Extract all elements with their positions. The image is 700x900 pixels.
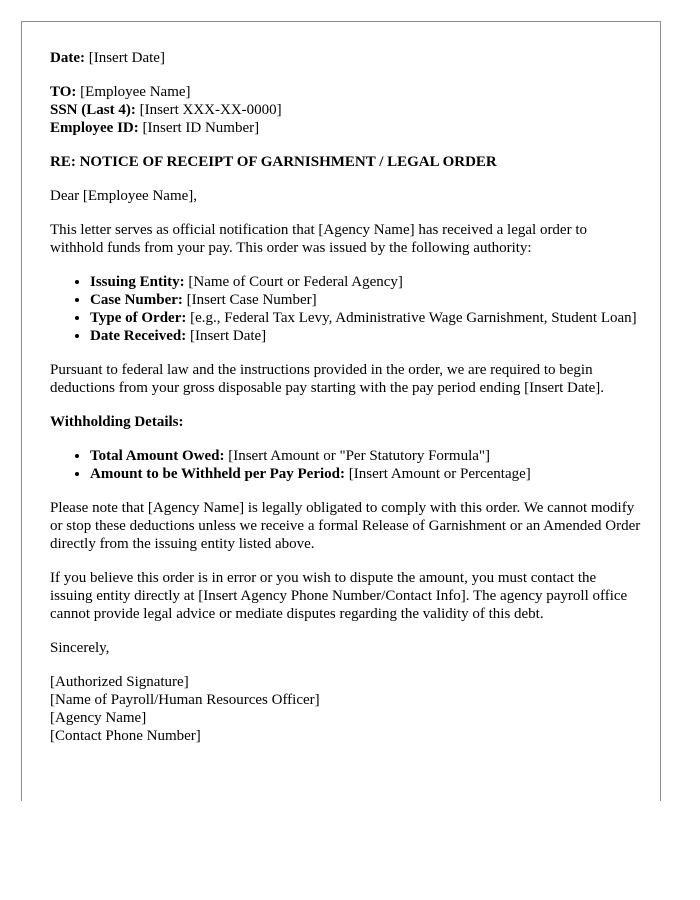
date-line <box>50 49 642 67</box>
withholding-list <box>50 447 642 483</box>
signature-line: [Authorized Signature] <box>50 674 189 690</box>
withholding-heading: Withholding Details: <box>50 414 184 430</box>
order-details-list <box>50 273 642 345</box>
subject-line: RE: NOTICE OF RECEIPT OF GARNISHMENT / LEGAL ORDER <box>50 154 497 170</box>
list-item <box>90 447 642 465</box>
list-item <box>90 465 642 483</box>
letter-content <box>50 49 642 745</box>
signature-block <box>50 673 642 745</box>
item-value: [Name of Court or Federal Agency] <box>184 274 403 290</box>
ssn-label: SSN (Last 4): <box>50 102 136 118</box>
to-value: [Employee Name] <box>76 84 191 100</box>
list-item <box>90 309 642 327</box>
contact-phone-line: [Contact Phone Number] <box>50 728 201 744</box>
item-label: Issuing Entity: <box>90 274 185 290</box>
item-label: Total Amount Owed: <box>90 448 225 464</box>
item-label: Type of Order: <box>90 310 187 326</box>
agency-name-line: [Agency Name] <box>50 710 147 726</box>
salutation: Dear [Employee Name], <box>50 188 198 204</box>
officer-name-line: [Name of Payroll/Human Resources Officer] <box>50 692 320 708</box>
item-label: Amount to be Withheld per Pay Period: <box>90 466 346 482</box>
dispute-paragraph: If you believe this order is in error or you wish to dispute the amount, you must contact the issuing entity directly at [Insert Agency Phone Number/Contact Info]. The agency payroll office cannot provide legal advice or mediate disputes regarding the validity of this debt. <box>50 570 628 622</box>
item-value: [Insert Amount or "Per Statutory Formula"] <box>224 448 491 464</box>
item-value: [e.g., Federal Tax Levy, Administrative Wage Garnishment, Student Loan] <box>186 310 637 326</box>
ssn-value: [Insert XXX-XX-0000] <box>135 102 282 118</box>
recipient-block <box>50 83 642 137</box>
closing: Sincerely, <box>50 640 110 656</box>
list-item <box>90 273 642 291</box>
employee-id-value: [Insert ID Number] <box>138 120 260 136</box>
item-label: Date Received: <box>90 328 187 344</box>
letter-page <box>21 21 661 801</box>
pursuant-paragraph: Pursuant to federal law and the instructions provided in the order, we are required to begin deductions from your gross disposable pay starting with the pay period ending [Insert Date]. <box>50 362 605 396</box>
to-label: TO: <box>50 84 77 100</box>
list-item <box>90 327 642 345</box>
item-label: Case Number: <box>90 292 183 308</box>
date-value: [Insert Date] <box>84 50 165 66</box>
intro-paragraph: This letter serves as official notification that [Agency Name] has received a legal order to withhold funds from your pay. This order was issued by the following authority: <box>50 222 588 256</box>
employee-id-label: Employee ID: <box>50 120 139 136</box>
obligation-paragraph: Please note that [Agency Name] is legally obligated to comply with this order. We cannot modify or stop these deductions unless we receive a formal Release of Garnishment or an Amended Order directly from the issuing entity listed above. <box>50 500 641 552</box>
item-value: [Insert Amount or Percentage] <box>345 466 531 482</box>
item-value: [Insert Case Number] <box>182 292 317 308</box>
item-value: [Insert Date] <box>186 328 267 344</box>
date-label: Date: <box>50 50 85 66</box>
list-item <box>90 291 642 309</box>
